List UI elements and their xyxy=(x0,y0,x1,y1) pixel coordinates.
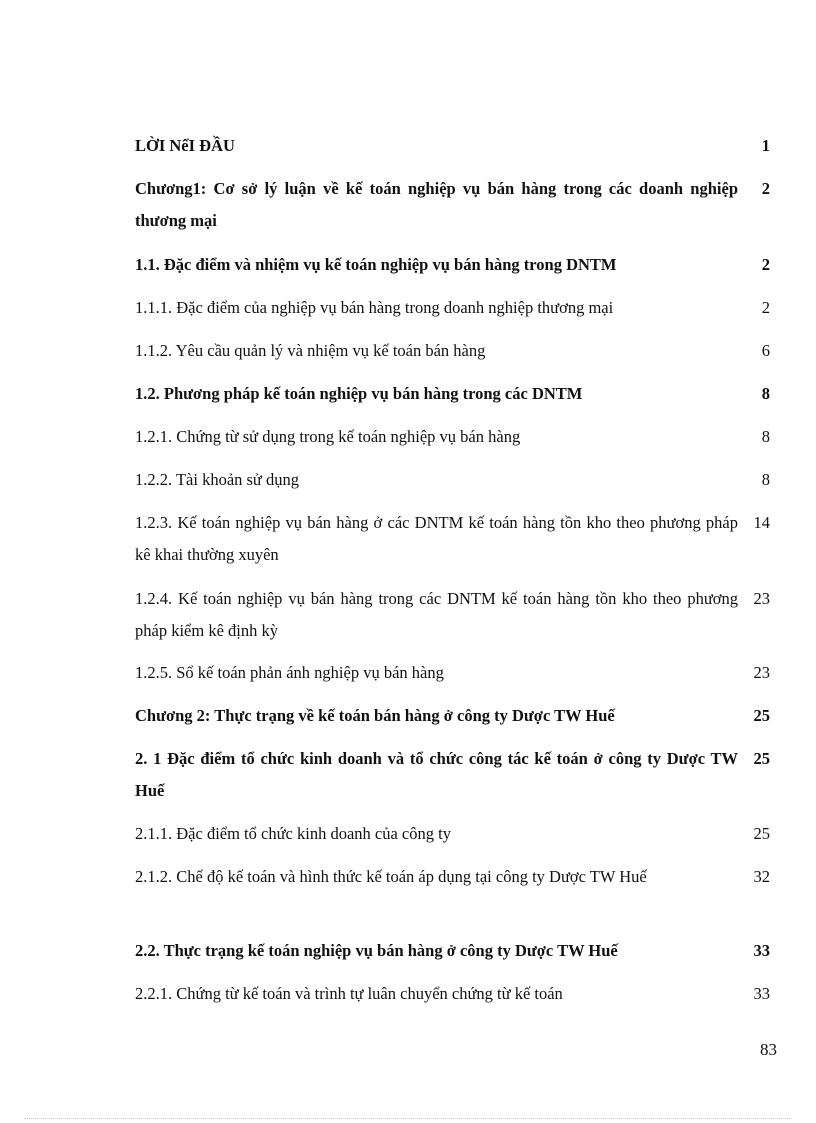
toc-entry xyxy=(135,861,770,893)
toc-entry-page: 32 xyxy=(753,867,770,886)
toc-entry-title: 1.1.2. Yêu cầu quản lý và nhiệm vụ kế toán bán hàng xyxy=(135,341,486,360)
toc-entry xyxy=(135,657,770,689)
toc-entry xyxy=(135,130,770,162)
toc-entry xyxy=(135,421,770,453)
toc-entry-page: 2 xyxy=(761,255,770,274)
toc-entry-title: Chương1: Cơ sở lý luận về kế toán nghiệp vụ bán hàng trong các doanh nghiệp thương mại xyxy=(135,179,738,230)
toc-entry xyxy=(135,378,770,410)
toc-entry-page: 8 xyxy=(761,470,770,489)
toc-entry-page: 23 xyxy=(753,589,770,608)
toc-entry-page: 2 xyxy=(761,298,770,317)
toc-entry-title: 2.1.1. Đặc điểm tổ chức kinh doanh của công ty xyxy=(135,824,451,843)
toc-entry-page: 25 xyxy=(753,749,770,768)
page-number: 83 xyxy=(760,1040,777,1059)
footer-divider xyxy=(24,1118,792,1119)
toc-entry-page: 25 xyxy=(753,706,770,725)
toc-entry xyxy=(135,818,770,850)
toc-entry-title: 2.2.1. Chứng từ kế toán và trình tự luân chuyển chứng từ kế toán xyxy=(135,984,563,1003)
toc-entry xyxy=(135,700,770,732)
toc-entry-title: 2. 1 Đặc điểm tổ chức kinh doanh và tổ chức công tác kế toán ở công ty Dược TW Huế xyxy=(135,749,738,800)
toc-entry xyxy=(135,507,770,571)
toc-entry-page: 2 xyxy=(761,179,770,198)
toc-entry xyxy=(135,249,770,281)
toc-entry xyxy=(135,583,770,647)
toc-entry xyxy=(135,173,770,237)
toc-entry-page: 25 xyxy=(753,824,770,843)
toc-entry-page: 33 xyxy=(753,984,770,1003)
toc-entry-page: 8 xyxy=(761,384,770,403)
toc-entry-page: 6 xyxy=(761,341,770,360)
toc-entry-page: 14 xyxy=(753,513,770,532)
toc-entry-title: 1.2.2. Tài khoản sử dụng xyxy=(135,470,300,489)
toc-entry-page: 23 xyxy=(753,663,770,682)
toc-entry-page: 33 xyxy=(753,941,770,960)
toc-entry-title: Chương 2: Thực trạng về kế toán bán hàng ở công ty Dược TW Huế xyxy=(135,706,615,725)
toc-entry-title: 1.2. Phương pháp kế toán nghiệp vụ bán hàng trong các DNTM xyxy=(135,384,583,403)
toc-entry-title: 1.2.4. Kế toán nghiệp vụ bán hàng trong các DNTM kế toán hàng tồn kho theo phương pháp kiểm kê định kỳ xyxy=(135,589,738,640)
toc-entry xyxy=(135,935,770,967)
toc-entry xyxy=(135,743,770,807)
toc-entry-title: 2.2. Thực trạng kế toán nghiệp vụ bán hàng ở công ty Dược TW Huế xyxy=(135,941,618,960)
toc-entry xyxy=(135,335,770,367)
toc-entry xyxy=(135,978,770,1010)
toc-entry-title: 2.1.2. Chế độ kế toán và hình thức kế toán áp dụng tại công ty Dược TW Huế xyxy=(135,867,647,886)
toc-entry-title: 1.2.3. Kế toán nghiệp vụ bán hàng ở các DNTM kế toán hàng tồn kho theo phương pháp kê khai thường xuyên xyxy=(135,513,738,564)
toc-entry-title: LỜI NểI ĐẦU xyxy=(135,136,235,155)
toc-entry-title: 1.1. Đặc điểm và nhiệm vụ kế toán nghiệp vụ bán hàng trong DNTM xyxy=(135,255,617,274)
toc-entry xyxy=(135,292,770,324)
toc-entry-page: 1 xyxy=(761,136,770,155)
toc-entry-page: 8 xyxy=(761,427,770,446)
toc-entry-title: 1.2.1. Chứng từ sử dụng trong kế toán nghiệp vụ bán hàng xyxy=(135,427,521,446)
toc-entry-title: 1.1.1. Đặc điểm của nghiệp vụ bán hàng trong doanh nghiệp thương mại xyxy=(135,298,614,317)
toc-entry-title: 1.2.5. Sổ kế toán phản ánh nghiệp vụ bán hàng xyxy=(135,663,444,682)
toc-entry xyxy=(135,464,770,496)
